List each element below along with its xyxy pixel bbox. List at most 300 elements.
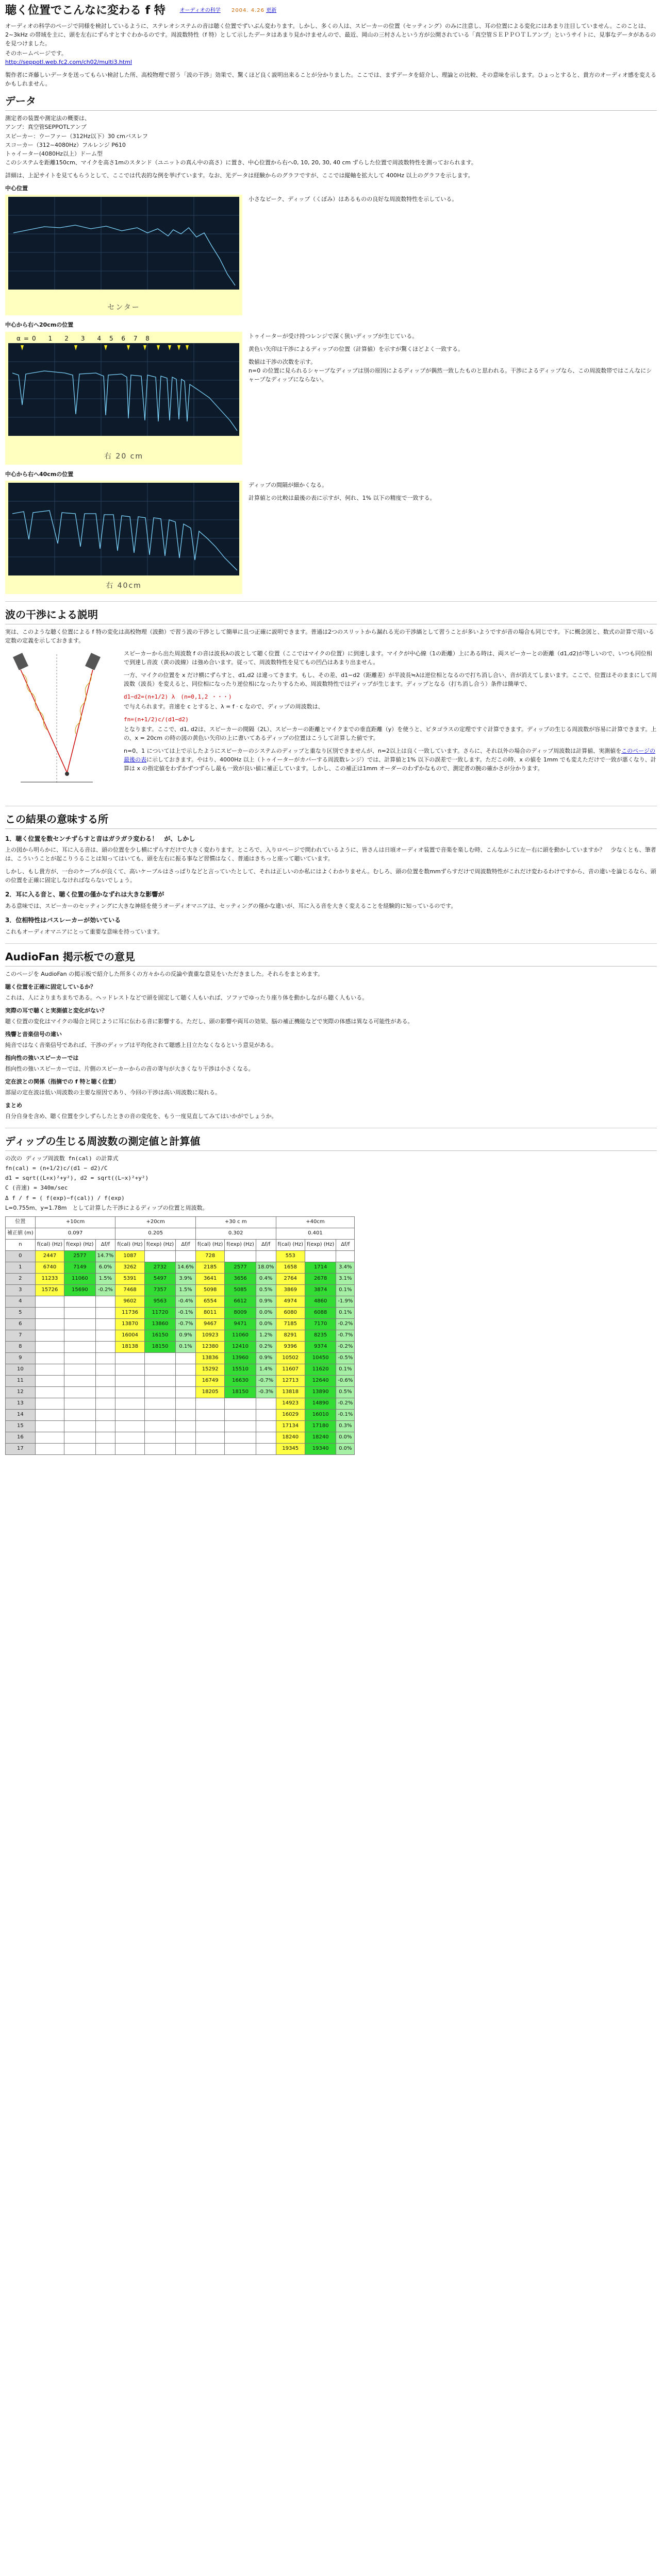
cell-fcal: 5098 <box>195 1284 224 1296</box>
cell-df: 18.0% <box>256 1262 276 1273</box>
table-row <box>6 1375 355 1386</box>
interference-p2: スピーカーから出た周波数 f の音は波長λの波として聴く位置（ここではマイクの位置）に到達します。マイクが中心線（1の距離）上にある時は、両スピーカーとの距離（d1,d2)が等しいので、いつも同位相で到達し音波（黄の波線）は強め合います。従って、周波数特性を見てもの凹凸はあまり出ません。 <box>124 650 652 666</box>
cell-fcal <box>35 1330 64 1341</box>
table-row <box>6 1398 355 1409</box>
note-20cm-2: 黄色い矢印は干渉によるディップの位置（計算値）を示すが驚くほどよく一致する。 <box>249 345 464 352</box>
cell-fcal: 12380 <box>195 1341 224 1352</box>
cell-fcal <box>35 1318 64 1330</box>
intro-p3: 製作者に斉藤しいデータを送ってもらい検討した所、高校物理で習う「波の干渉」効果で、驚くほど良く説明出来ることが分かりました。ここでは、まずデータを紹介し、理論との比較、その意味を示します。ひょっとすると、貴方のオーディオ感を変えるかもしれません。 <box>5 72 657 88</box>
cell-n: 13 <box>6 1398 36 1409</box>
cell-n: 2 <box>6 1273 36 1284</box>
cell-df: -0.4% <box>176 1296 196 1307</box>
cell-df: 0.0% <box>256 1307 276 1318</box>
x-value: 0.205 <box>115 1228 196 1239</box>
cell-df <box>176 1375 196 1386</box>
cell-df: -0.7% <box>336 1330 355 1341</box>
cell-df: 0.0% <box>336 1432 355 1443</box>
table-row <box>6 1250 355 1262</box>
cell-df: -0.6% <box>336 1375 355 1386</box>
cell-fcal: 18138 <box>115 1341 144 1352</box>
calc-f3: C (音速) = 340m/sec <box>5 1184 68 1192</box>
cell-fexp: 16630 <box>225 1375 256 1386</box>
divider <box>5 601 657 602</box>
calc-f2: d1 = sqrt((L+x)²+y²), d2 = sqrt((L−x)²+y²) <box>5 1175 149 1182</box>
cell-fcal: 2764 <box>276 1273 305 1284</box>
note-20cm-3: 数値は干渉の次数を示す。 <box>249 358 317 365</box>
cell-fexp: 7149 <box>64 1262 95 1273</box>
cell-fexp: 15510 <box>225 1364 256 1375</box>
cell-df: 0.1% <box>336 1307 355 1318</box>
cell-fcal <box>115 1364 144 1375</box>
forum-5-text: 部屋の定在波は低い周波数の主要な原因であり、今回の干渉は高い周波数に現れる。 <box>5 1089 221 1096</box>
cell-fcal <box>35 1375 64 1386</box>
cell-fcal <box>35 1364 64 1375</box>
cell-fexp: 14890 <box>305 1398 336 1409</box>
cell-fcal: 1087 <box>115 1250 144 1262</box>
cell-fcal: 2447 <box>35 1250 64 1262</box>
cell-fexp <box>144 1250 175 1262</box>
cell-fexp <box>64 1341 95 1352</box>
calc-heading: ディップの生じる周波数の測定値と計算値 <box>5 1133 657 1151</box>
interference-text <box>119 649 657 799</box>
cell-df <box>256 1432 276 1443</box>
cell-df <box>95 1352 115 1364</box>
source-url-link[interactable]: http://seppotl.web.fc2.com/ch02/multi3.html <box>5 59 133 66</box>
table-row <box>6 1296 355 1307</box>
cell-df <box>95 1375 115 1386</box>
cell-df <box>95 1341 115 1352</box>
table-row <box>6 1443 355 1454</box>
cell-n: 0 <box>6 1250 36 1262</box>
sub-header-fcal: f(cal) (Hz) <box>115 1239 144 1250</box>
system-intro: 測定者の装置や測定法の概要は、 <box>5 115 90 122</box>
cell-fexp <box>144 1409 175 1420</box>
cell-df <box>256 1398 276 1409</box>
chart-label-40cm: 中心から右へ40cmの位置 <box>5 470 74 478</box>
table-row <box>6 1307 355 1318</box>
table-row <box>6 1409 355 1420</box>
cell-fcal: 13818 <box>276 1386 305 1398</box>
chart-box-20cm <box>5 332 242 465</box>
cell-fexp <box>64 1432 95 1443</box>
cell-fexp <box>225 1443 256 1454</box>
cell-fexp: 6612 <box>225 1296 256 1307</box>
cell-fcal: 18205 <box>195 1386 224 1398</box>
forum-2-title: 実際の耳で聴くと実測値と変化がない？ <box>5 1007 107 1014</box>
cell-fexp <box>144 1420 175 1432</box>
cell-fexp <box>64 1330 95 1341</box>
x-value: 0.097 <box>35 1228 115 1239</box>
table-row <box>6 1364 355 1375</box>
cell-fexp: 7170 <box>305 1318 336 1330</box>
cell-fcal: 6740 <box>35 1262 64 1273</box>
cell-fexp: 13890 <box>305 1386 336 1398</box>
cell-fcal <box>35 1432 64 1443</box>
chart-caption-40cm: 右 40cm <box>106 581 142 590</box>
table-row <box>6 1262 355 1273</box>
cell-df <box>256 1409 276 1420</box>
cell-fexp <box>225 1420 256 1432</box>
note-20cm-4: n=0 の位置に見られるシャープなディップは別の原因によるディップが偶然一致したものと思われる。干渉によるディップなら、この周波数帯ではこんなにシャープなディップにならない。 <box>249 367 652 383</box>
cell-fcal <box>195 1398 224 1409</box>
cell-n: 10 <box>6 1364 36 1375</box>
group-header: 位置 <box>6 1216 36 1228</box>
cell-fexp <box>64 1443 95 1454</box>
sub-header-fcal: f(cal) (Hz) <box>35 1239 64 1250</box>
cell-df <box>176 1250 196 1262</box>
cell-fexp <box>64 1375 95 1386</box>
cell-df <box>176 1386 196 1398</box>
cell-fcal: 16749 <box>195 1375 224 1386</box>
cell-fcal: 553 <box>276 1250 305 1262</box>
x-value: 0.401 <box>276 1228 355 1239</box>
cell-df: 1.5% <box>95 1273 115 1284</box>
note-40cm-1: ディップの間隔が細かくなる。 <box>249 481 328 488</box>
cell-fcal <box>115 1375 144 1386</box>
cell-fcal <box>195 1420 224 1432</box>
cell-df: 14.7% <box>95 1250 115 1262</box>
cell-fexp: 5085 <box>225 1284 256 1296</box>
table-body <box>6 1250 355 1454</box>
title-text: 聴く位置でこんなに変わる f 特 <box>5 4 166 17</box>
cell-fcal <box>195 1432 224 1443</box>
chart-label-center: 中心位置 <box>5 184 28 192</box>
cell-fexp <box>305 1250 336 1262</box>
last-table-link[interactable]: このページの最後の表 <box>124 748 656 764</box>
interference-p1: 実は、このような聴く位置による f 特の変化は高校物理（波動）で習う波の干渉として簡単に且つ正確に説明できます。普通は2つのスリットから漏れる光の干渉縞として習うことが多いようですが音の場合も同じです。下に概念図と、数式の計算で用いる定数の定義を示しておきます。 <box>5 628 654 644</box>
cell-df: 3.1% <box>336 1273 355 1284</box>
sub-header-fexp: f(exp) (Hz) <box>225 1239 256 1250</box>
cell-fexp <box>144 1375 175 1386</box>
cell-fexp <box>225 1398 256 1409</box>
cell-df <box>256 1420 276 1432</box>
sub-header-n: n <box>6 1239 36 1250</box>
cell-fcal <box>35 1420 64 1432</box>
note-20cm-1: トゥイーターが受け持つレンジで深く狭いディップが生じている。 <box>249 332 418 340</box>
forum-1-text: これは、人によりまちまちである。ヘッドレストなどで頭を固定して聴く人もいれば、ソファでゆったり座り体を動かしながら聴く人もいる。 <box>5 994 368 1001</box>
cell-fexp <box>144 1386 175 1398</box>
cell-fcal <box>35 1352 64 1364</box>
cell-df <box>176 1432 196 1443</box>
chart-row-40cm <box>5 481 657 594</box>
cell-fexp: 2678 <box>305 1273 336 1284</box>
cell-df <box>95 1364 115 1375</box>
cell-df <box>256 1250 276 1262</box>
cell-fcal <box>35 1307 64 1318</box>
cell-df <box>176 1398 196 1409</box>
chart-box-40cm <box>5 481 242 594</box>
cell-df <box>95 1409 115 1420</box>
forum-4-text: 指向性の強いスピーカーでは、片側のスピーカーからの音の寄与が大きくなり干渉は小さくなる。 <box>5 1065 254 1073</box>
cell-fexp <box>64 1364 95 1375</box>
cell-fexp: 7357 <box>144 1284 175 1296</box>
cell-fexp: 10450 <box>305 1352 336 1364</box>
cell-df: -0.2% <box>95 1284 115 1296</box>
cell-fexp: 1714 <box>305 1262 336 1273</box>
group-header: +40cm <box>276 1216 355 1228</box>
cell-fexp: 16150 <box>144 1330 175 1341</box>
sub-header-fexp: f(exp) (Hz) <box>144 1239 175 1250</box>
update-link[interactable]: 更新 <box>266 8 277 14</box>
cell-fcal <box>195 1409 224 1420</box>
cell-fexp: 18150 <box>225 1386 256 1398</box>
cell-fcal: 17134 <box>276 1420 305 1432</box>
cell-fexp <box>64 1318 95 1330</box>
cell-n: 6 <box>6 1318 36 1330</box>
system-amp: アンプ：真空管SEPPOTLアンプ <box>5 124 87 131</box>
group-header: +10cm <box>35 1216 115 1228</box>
chart-row-center <box>5 195 657 316</box>
dip-frequency-table <box>5 1216 355 1455</box>
table-row <box>6 1273 355 1284</box>
divider-3 <box>5 943 657 944</box>
cell-df: 6.0% <box>95 1262 115 1273</box>
chart-row-20cm <box>5 332 657 465</box>
forum-4-title: 指向性の強いスピーカーでは <box>5 1055 79 1062</box>
cell-df: 1.5% <box>176 1284 196 1296</box>
cell-df <box>95 1307 115 1318</box>
meaning-heading: この結果の意味する所 <box>5 811 657 829</box>
meaning-1-text2: しかし、もし貴方が、一台のケーブルが良くて、高いケーブルはさっぱりなどと言っていたとして、それは正しいのか私にはよくわかりません。むしろ、頭の位置を数mmずらすだけで周波数特性がこれだけ変わるわけですから、音の違いを論じるなら、頭の位置を正確に固定しなければならないでしょう。 <box>5 868 656 884</box>
cell-fexp <box>225 1432 256 1443</box>
cell-fcal: 3869 <box>276 1284 305 1296</box>
cell-fcal: 11607 <box>276 1364 305 1375</box>
table-row <box>6 1352 355 1364</box>
x-value: 0.302 <box>195 1228 276 1239</box>
cell-fexp: 8009 <box>225 1307 256 1318</box>
cell-fexp <box>64 1307 95 1318</box>
method-text: このシステムを距離150cm、マイクを高さ1mのスタンド（ユニットの真ん中の高さ）に置き、中心位置から右へ0, 10, 20, 30, 40 cm ずらした位置で周波数特性を測っておられます。 <box>5 159 477 166</box>
meaning-1-text: 上の図から明らかに、耳に入る音は、頭の位置を少し横にずらすだけで大きく変わります。ところで、入りロページで問われているように、皆さんは日頃オーディオ装置で音楽を楽しむ時、こんなふうに左ー右に頭を動かしていますか？ 少なくとも、筆者は、こういうことが起こりうることは知ってはいても、頭を左右に振る事など習慣はなく、普通はきちっと座って聴いています。 <box>5 846 656 862</box>
forum-6-title: まとめ <box>5 1102 22 1109</box>
system-squawker: スコーカー（312~4080Hz）フルレンジ P610 <box>5 141 126 148</box>
cell-fexp: 12640 <box>305 1375 336 1386</box>
cell-df: 0.5% <box>336 1386 355 1398</box>
cell-fcal: 4974 <box>276 1296 305 1307</box>
formula-dip-condition: d1−d2=(n+1/2) λ (n=0,1,2 ・・・) <box>124 693 232 700</box>
cell-df: -0.3% <box>256 1386 276 1398</box>
table-group-header <box>6 1216 355 1228</box>
cell-fcal: 7468 <box>115 1284 144 1296</box>
calc-f4: Δ f / f = ( f(exp)−f(cal)) / f(exp) <box>5 1194 125 1201</box>
cell-n: 17 <box>6 1443 36 1454</box>
interference-p4: で与えられます。音速を c とすると、λ = f · c なので、ディップの周波数は、 <box>124 703 324 710</box>
cell-n: 3 <box>6 1284 36 1296</box>
cell-fexp <box>225 1250 256 1262</box>
cell-fcal: 10502 <box>276 1352 305 1364</box>
cell-df: 0.0% <box>336 1443 355 1454</box>
cell-df <box>95 1398 115 1409</box>
meaning-2-title: 2．耳に入る音と、聴く位置の僅かなずれは大きな影響が <box>5 891 164 899</box>
cell-df <box>176 1443 196 1454</box>
cell-fcal: 10923 <box>195 1330 224 1341</box>
interference-block <box>5 649 657 799</box>
cell-df <box>95 1296 115 1307</box>
cell-df: -0.1% <box>336 1409 355 1420</box>
fr-graph-40cm <box>8 483 239 581</box>
title-meta <box>180 8 277 13</box>
cell-fexp <box>225 1409 256 1420</box>
forum-3-title: 残響と音楽信号の違い <box>5 1030 62 1038</box>
cell-fcal: 15726 <box>35 1284 64 1296</box>
cell-df: 0.1% <box>176 1341 196 1352</box>
cell-df <box>95 1432 115 1443</box>
forum-2-text: 聴く位置の変化はマイクの場合と同じように耳に伝わる音に影響する。ただし、頭の影響や両耳の効果、脳の補正機能などで実際の体感は異なる可能性がある。 <box>5 1018 413 1025</box>
cell-df: 0.3% <box>336 1420 355 1432</box>
cell-fcal <box>35 1341 64 1352</box>
cell-n: 11 <box>6 1375 36 1386</box>
cell-fexp <box>144 1432 175 1443</box>
cell-fexp: 11060 <box>225 1330 256 1341</box>
chart-caption-center: センター <box>107 303 140 312</box>
cell-fexp: 19340 <box>305 1443 336 1454</box>
cell-fexp: 13860 <box>144 1318 175 1330</box>
cell-fexp: 11620 <box>305 1364 336 1375</box>
forum-heading: AudioFan 掲示板での意見 <box>5 949 657 967</box>
cell-fcal <box>115 1420 144 1432</box>
sub-header-fexp: f(exp) (Hz) <box>64 1239 95 1250</box>
cell-df <box>336 1250 355 1262</box>
sub-header-df: Δf/f <box>176 1239 196 1250</box>
cell-df: 0.4% <box>256 1273 276 1284</box>
cell-fcal: 3641 <box>195 1273 224 1284</box>
forum-intro: このページを AudioFan の掲示板で紹介した所多くの方々からの反論や貴重な意見をいただきました。それらをまとめます。 <box>5 970 324 977</box>
cell-fcal: 15292 <box>195 1364 224 1375</box>
cell-df: 0.5% <box>256 1284 276 1296</box>
meaning-3-text: これもオーディオマニアにとって重要な意味を持っています。 <box>5 928 163 935</box>
cell-df <box>176 1409 196 1420</box>
chart-label-20cm: 中心から右へ20cmの位置 <box>5 321 74 329</box>
calc-intro: の次の ディップ周波数 fn(cal) の計算式 <box>5 1155 119 1162</box>
cell-n: 5 <box>6 1307 36 1318</box>
cell-fexp <box>144 1443 175 1454</box>
sub-header-df: Δf/f <box>95 1239 115 1250</box>
cell-df <box>95 1318 115 1330</box>
note-40cm-2: 計算値との比較は最後の表に示すが、何れ、1% 以下の精度で一致する。 <box>249 494 436 501</box>
cell-df <box>176 1364 196 1375</box>
chart-box-center <box>5 195 242 316</box>
cell-fcal <box>35 1443 64 1454</box>
cell-df <box>95 1330 115 1341</box>
cell-df: 14.6% <box>176 1262 196 1273</box>
sub-header-fexp: f(exp) (Hz) <box>305 1239 336 1250</box>
cell-n: 16 <box>6 1432 36 1443</box>
cell-df: -0.7% <box>176 1318 196 1330</box>
cell-fexp <box>64 1420 95 1432</box>
cell-fcal: 12713 <box>276 1375 305 1386</box>
cell-fcal: 6554 <box>195 1296 224 1307</box>
interference-p6 <box>124 747 657 773</box>
cell-fexp <box>64 1409 95 1420</box>
interference-p3: 一方、マイクの位置を x だけ横にずらすと、d1,d2 は違ってきます。もし、その差、d1−d2（距離差）が半波長≒λは逆位相となるので打ち消し合い、音が消えてしまいます。ここで、位置はそのままにして周波数（波長）を変えると、同位相になったり逆位相になったりするため、周波数特性ではディップが生じます。ディップとなる（打ち消し合う）条件は簡単で、 <box>124 671 657 687</box>
cell-fcal: 13870 <box>115 1318 144 1330</box>
sub-header-df: Δf/f <box>336 1239 355 1250</box>
cell-df: 0.9% <box>256 1352 276 1364</box>
meaning-3-title: 3．位相特性はバスレーカーが効いている <box>5 917 121 924</box>
system-woofer: スピーカー：ウーファー（312Hz以下）30 cmバスレフ <box>5 132 148 140</box>
cell-fcal <box>115 1386 144 1398</box>
cell-fexp <box>144 1364 175 1375</box>
sub-header-fcal: f(cal) (Hz) <box>276 1239 305 1250</box>
cell-fcal <box>35 1296 64 1307</box>
cell-fcal: 18240 <box>276 1432 305 1443</box>
table-row <box>6 1318 355 1330</box>
cell-fcal: 6080 <box>276 1307 305 1318</box>
cell-fcal: 16004 <box>115 1330 144 1341</box>
date: 2004. 4.26 <box>231 8 265 14</box>
cell-df <box>176 1420 196 1432</box>
cell-df: -1.9% <box>336 1296 355 1307</box>
cell-df: -0.2% <box>336 1398 355 1409</box>
cell-df: 1.4% <box>256 1364 276 1375</box>
cell-n: 7 <box>6 1330 36 1341</box>
cell-fexp: 12410 <box>225 1341 256 1352</box>
cell-fexp: 18150 <box>144 1341 175 1352</box>
forum-3-text: 純音ではなく音楽信号であれば、干渉のディップは平均化されて聴感上目立たなくなるという意見がある。 <box>5 1041 277 1048</box>
cell-fexp: 2577 <box>225 1262 256 1273</box>
cell-fexp <box>144 1398 175 1409</box>
cell-fcal: 13836 <box>195 1352 224 1364</box>
cell-df: 3.9% <box>176 1273 196 1284</box>
cell-fcal: 14923 <box>276 1398 305 1409</box>
intro-p2 <box>5 49 657 66</box>
interference-p5: となります。ここで、d1, d2は、スピーカーの間隔（2L）、スピーカーの距離とマイクまでの垂直距離（y）を使うと、ピタゴラスの定理ですぐ計算できます。ディップの生じる周波数が容易に計算できます。上の、x = 20cm の時の図の黄色い矢印の上に書いてあるディップの位置はこうして計算した値です。 <box>124 725 657 742</box>
cell-fcal <box>115 1409 144 1420</box>
cell-fcal: 3262 <box>115 1262 144 1273</box>
cell-df: -0.2% <box>336 1341 355 1352</box>
fr-graph-center <box>8 197 239 302</box>
cell-fexp: 5497 <box>144 1273 175 1284</box>
cell-fexp: 17180 <box>305 1420 336 1432</box>
interference-p6b-text: に示しておきます。やはり、4000Hz 以上（トゥイーターがカバーする周波数レンジ）では、計算値と1% 以下の誤差で一致します。ただこの時、x の値を 1mm でも変えただけで一致が悪くなり、計算は x の指定値をわずかずつずらし最も一致が良い値に補正しています。しかし、この補正は1mm オーダーのわずかなもので、測定者の腕の確かさが分かります。 <box>124 756 656 772</box>
cell-fcal: 7185 <box>276 1318 305 1330</box>
cell-fexp: 9471 <box>225 1318 256 1330</box>
cell-n: 12 <box>6 1386 36 1398</box>
intro-p1: オーディオの科学のページで同様を検討しているように、ステレオシステムの音は聴く位置でずいぶん変わります。しかし、多くの人は、スピーカーの位置（セッティング）のみに注意し、耳の位置による変化にはあまり注目していません。このことは、2~3kHz の帯域を主に、頭を左右にずらすとすぐわかるのです。周波数特性（f 特）として示したデータはあまり見かけませんので、最近、岡山の三村さんという方が公開されている「真空管ＳＥＰＰＯＴＬアンプ」というサイトに、見事なデータがあるのを見つけました。 <box>5 23 656 47</box>
cell-fcal <box>115 1352 144 1364</box>
cell-fcal: 16029 <box>276 1409 305 1420</box>
cell-df: -0.7% <box>256 1375 276 1386</box>
cell-fcal <box>35 1398 64 1409</box>
cell-df: 0.1% <box>336 1284 355 1296</box>
cell-df <box>95 1420 115 1432</box>
cell-fexp: 9374 <box>305 1341 336 1352</box>
dip-order-markers: α=0 1 2 3 4 5 6 7 8 <box>16 334 153 342</box>
cell-fexp <box>64 1398 95 1409</box>
intro-p2-text: そのホームページです。 <box>5 50 67 57</box>
cell-fcal <box>35 1409 64 1420</box>
cell-fexp: 11720 <box>144 1307 175 1318</box>
cell-df: -0.1% <box>176 1307 196 1318</box>
cell-df: 3.4% <box>336 1262 355 1273</box>
group-header: +20cm <box>115 1216 196 1228</box>
meaning-1-title: 1．聴く位置を数センチずらすと音はガラガラ変わる！ が、しかし <box>5 835 195 842</box>
cell-n: 8 <box>6 1341 36 1352</box>
cell-fexp: 8235 <box>305 1330 336 1341</box>
cell-n: 4 <box>6 1296 36 1307</box>
cell-fexp <box>64 1352 95 1364</box>
forum-6-text: 自分自身を含め、聴く位置を少しずらしたときの音の変化を、もう一度見直してみてはいかがでしょうか。 <box>5 1113 277 1120</box>
table-x-row <box>6 1228 355 1239</box>
x-row-label: 補正値 (m) <box>6 1228 36 1239</box>
cell-df <box>95 1443 115 1454</box>
cell-n: 15 <box>6 1420 36 1432</box>
author-link[interactable]: オーディオの科学 <box>179 8 221 14</box>
table-row <box>6 1341 355 1352</box>
cell-fcal: 2185 <box>195 1262 224 1273</box>
interference-diagram <box>5 649 119 799</box>
cell-fcal: 728 <box>195 1250 224 1262</box>
